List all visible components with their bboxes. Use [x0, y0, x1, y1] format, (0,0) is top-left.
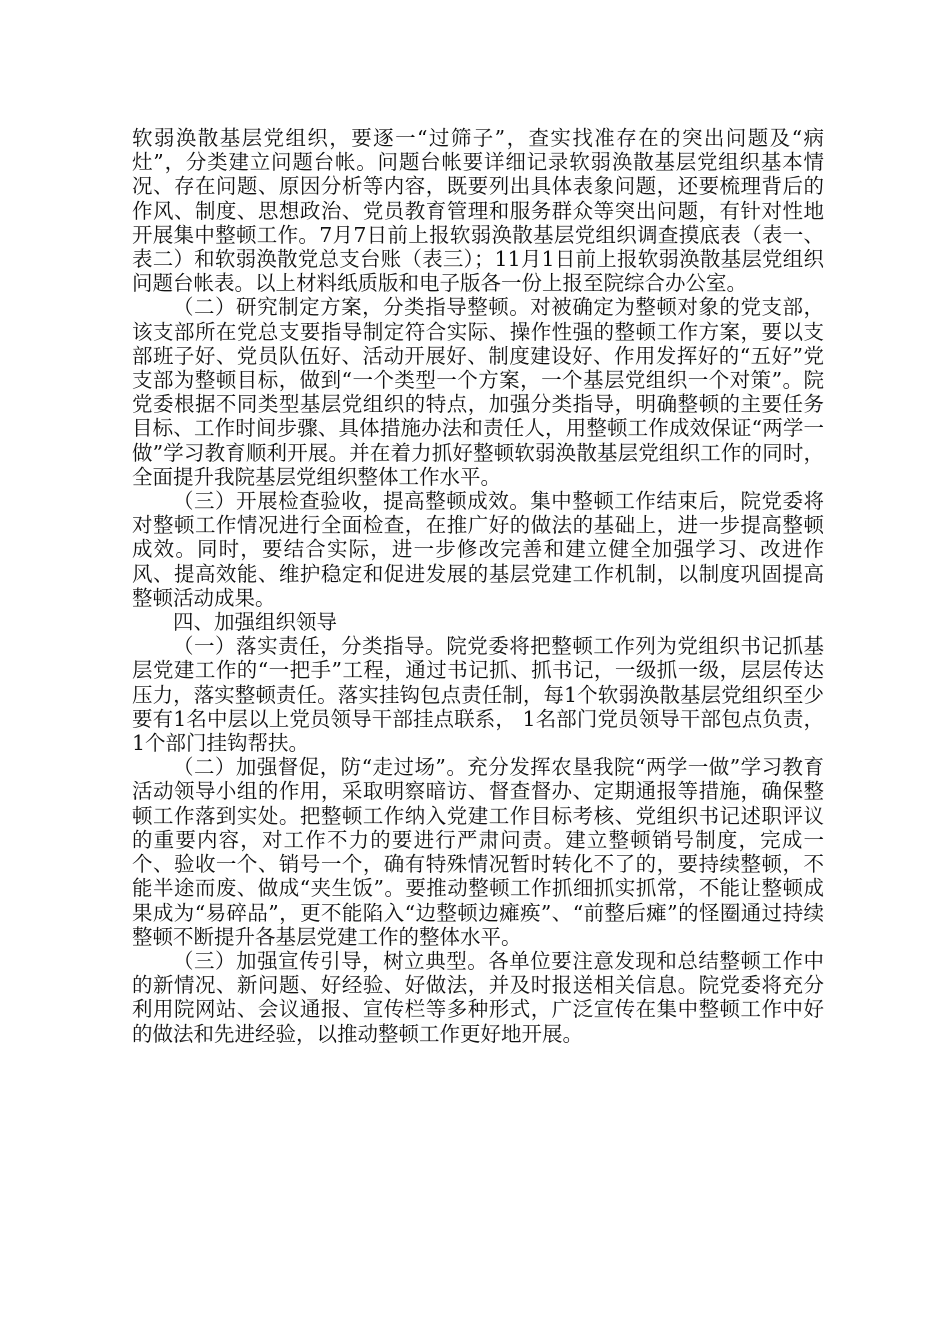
paragraph-supervision: （二）加强督促，防“走过场”。充分发挥农垦我院“两学一做”学习教育活动领导小组的作用，采取明察暗访、督查督办、定期通报等措施，确保整顿工作落到实处。把整顿工作纳入党建工作目标考核、党组织书记述职评议的重要内容，对工作不力的要进行严肃问责。建立整顿销号制度，完成一个、验收一个、销号一个，确有特殊情况暂时转化不了的，要持续整顿，不能半途而废、做成“夹生饭”。要推动整顿工作抓细抓实抓常，不能让整顿成果成为“易碎品”，更不能陷入“边整顿边瘫痪”、“前整后瘫”的怪圈通过持续整顿不断提升各基层党建工作的整体水平。 [132, 755, 824, 949]
document-body [132, 126, 824, 1046]
paragraph-research-plan: （二）研究制定方案，分类指导整顿。对被确定为整顿对象的党支部，该支部所在党总支要指导制定符合实际、操作性强的整顿工作方案，要以支部班子好、党员队伍好、活动开展好、制度建设好、作用发挥好的“五好”党支部为整顿目标，做到“一个类型一个方案，一个基层党组织一个对策”。院党委根据不同类型基层党组织的特点，加强分类指导，明确整顿的主要任务目标、工作时间步骤、具体措施办法和责任人，用整顿工作成效保证“两学一做”学习教育顺利开展。并在着力抓好整顿软弱涣散基层党组织工作的同时，全面提升我院基层党组织整体工作水平。 [132, 295, 824, 489]
paragraph-inspection: （三）开展检查验收，提高整顿成效。集中整顿工作结束后，院党委将对整顿工作情况进行全面检查，在推广好的做法的基础上，进一步提高整顿成效。同时，要结合实际，进一步修改完善和建立健全加强学习、改进作风、提高效能、维护稳定和促进发展的基层党建工作机制，以制度巩固提高整顿活动成果。 [132, 489, 824, 610]
paragraph-continuation: 软弱涣散基层党组织，要逐一“过筛子”，查实找准存在的突出问题及“病灶”，分类建立问题台帐。问题台帐要详细记录软弱涣散基层党组织基本情况、存在问题、原因分析等内容，既要列出具体表象问题，还要梳理背后的作风、制度、思想政治、党员教育管理和服务群众等突出问题，有针对性地开展集中整顿工作。7月7日前上报软弱涣散基层党组织调查摸底表（表一、表二）和软弱涣散党总支台账（表三）；11月1日前上报软弱涣散基层党组织问题台帐表。以上材料纸质版和电子版各一份上报至院综合办公室。 [132, 126, 824, 296]
paragraph-publicity: （三）加强宣传引导，树立典型。各单位要注意发现和总结整顿工作中的新情况、新问题、好经验、好做法，并及时报送相关信息。院党委将充分利用院网站、会议通报、宣传栏等多种形式，广泛宣传在集中整顿工作中好的做法和先进经验，以推动整顿工作更好地开展。 [132, 948, 824, 1046]
paragraph-responsibility: （一）落实责任，分类指导。院党委将把整顿工作列为党组织书记抓基层党建工作的“一把手”工程，通过书记抓、抓书记，一级抓一级，层层传达压力，落实整顿责任。落实挂钩包点责任制，每1个软弱涣散基层党组织至少要有1名中层以上党员领导干部挂点联系， 1名部门党员领导干部包点负责， 1个部门挂钩帮扶。 [132, 634, 824, 756]
section-heading-leadership: 四、加强组织领导 [173, 610, 337, 635]
